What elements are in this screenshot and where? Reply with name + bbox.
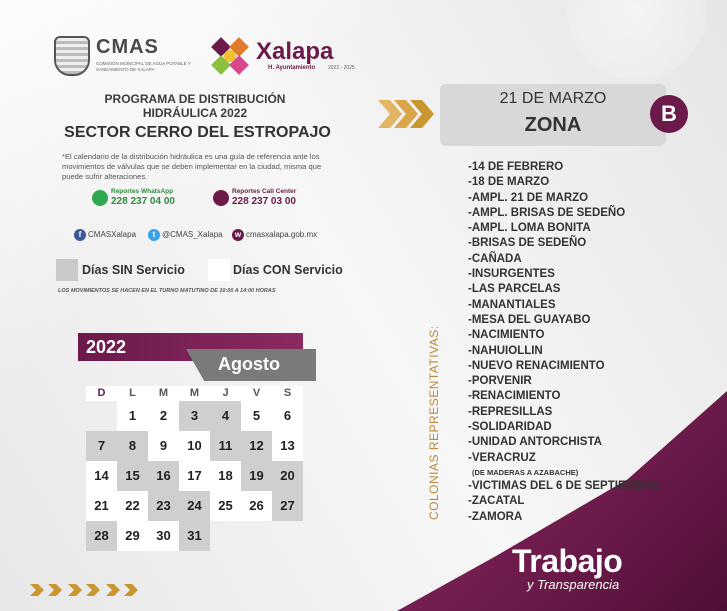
calendar-day-sin: 4 (210, 401, 241, 431)
colonia-item: -MANANTIALES (468, 298, 556, 311)
colonia-item: -RENACIMIENTO (468, 390, 561, 403)
calendar-day-sin: 27 (272, 491, 303, 521)
facebook-link[interactable] (74, 229, 136, 243)
program-title: PROGRAMA DE DISTRIBUCIÓN HIDRÁULICA 2022 (104, 92, 286, 120)
facebook-handle: CMASXalapa (88, 230, 137, 240)
calendar-day-con: 26 (241, 491, 272, 521)
weekday-header: M (179, 386, 210, 401)
whatsapp-label: Reportes WhatsApp (111, 188, 174, 195)
colonia-item: -NACIMIENTO (468, 329, 545, 342)
calendar-day-con: 30 (148, 521, 179, 551)
calendar-day-sin: 11 (210, 431, 241, 461)
calendar-day-sin: 7 (86, 431, 117, 461)
zone-label: ZONA (524, 114, 582, 136)
calendar-day-con: 22 (117, 491, 148, 521)
calendar-weekday-row (86, 386, 303, 401)
calendar-day-con: 5 (241, 401, 272, 431)
callcenter-number[interactable]: 228 237 03 00 (232, 196, 296, 207)
legend-sin-servicio: Días SIN Servicio (82, 263, 185, 277)
colonia-item: (DE MADERAS A AZABACHE) (472, 467, 579, 477)
calendar-day-sin: 15 (117, 461, 148, 491)
xalapa-subtitle: H. Ayuntamiento (268, 65, 316, 71)
colonia-item: -ZAMORA (468, 510, 523, 523)
twitter-icon: t (148, 229, 160, 241)
calendar-day-sin: 3 (179, 401, 210, 431)
calendar-week-row (86, 431, 303, 461)
calendar-day-sin: 24 (179, 491, 210, 521)
calendar-day-sin: 23 (148, 491, 179, 521)
calendar-day-sin: 20 (272, 461, 303, 491)
colonia-item: -LAS PARCELAS (468, 283, 561, 296)
calendar-day-sin: 28 (86, 521, 117, 551)
calendar-week-row (86, 401, 303, 431)
legend-swatch-sin-servicio (56, 259, 78, 281)
calendar-year: 2022 (86, 337, 127, 357)
calendar-day-con: 2 (148, 401, 179, 431)
calendar-day-con: 10 (179, 431, 210, 461)
callcenter-label: Reportes Call Center (232, 188, 297, 195)
website-link[interactable] (232, 229, 317, 243)
legend-swatch-con-servicio (208, 259, 230, 281)
cmas-logo (54, 36, 204, 82)
calendar-empty-cell (86, 401, 117, 431)
colonia-item: -AMPL. 21 DE MARZO (468, 191, 589, 204)
colonia-item: -14 DE FEBRERO (468, 161, 564, 173)
calendar-day-sin: 19 (241, 461, 272, 491)
xalapa-years: 2022 - 2025 (328, 65, 355, 71)
colonia-item: -AMPL. BRISAS DE SEDEÑO (468, 206, 626, 219)
calendar-day-con: 18 (210, 461, 241, 491)
slogan-main: Trabajo (512, 543, 623, 579)
calendar-day-con: 14 (86, 461, 117, 491)
calendar-day-con: 13 (272, 431, 303, 461)
weekday-header: D (86, 386, 117, 401)
calendar-month: Agosto (218, 354, 280, 374)
colonia-item: -ZACATAL (468, 495, 525, 508)
calendar-day-con: 9 (148, 431, 179, 461)
colonia-item: -SOLIDARIDAD (468, 421, 552, 434)
calendar-week-row (86, 521, 303, 551)
calendar-day-sin: 16 (148, 461, 179, 491)
weekday-header: M (148, 386, 179, 401)
calendar-day-sin: 8 (117, 431, 148, 461)
calendar-day-con: 17 (179, 461, 210, 491)
calendar-day-con: 6 (272, 401, 303, 431)
zone-date: 21 DE MARZO (499, 90, 607, 107)
colonia-item: -INSURGENTES (468, 268, 555, 281)
disclaimer-note: *El calendario de la distribución hidráulica es una guía de referencia ante los movimientos de válvulas que se deben implementar en la ciudad, misma que puede sufrir alteraciones. (62, 152, 322, 181)
cmas-subtitle: COMISIÓN MUNICIPAL DE AGUA POTABLE Y SANEAMIENTO DE XALAPA (96, 61, 191, 72)
colonia-item: -VICTIMAS DEL 6 DE SEPTIEMBRE (468, 479, 660, 492)
web-icon: w (232, 229, 244, 241)
calendar-week-row (86, 461, 303, 491)
colonia-item: -NUEVO RENACIMIENTO (468, 359, 605, 372)
whatsapp-icon (92, 190, 108, 206)
twitter-link[interactable] (148, 229, 223, 243)
calendar-day-con: 21 (86, 491, 117, 521)
cmas-name: CMAS (96, 36, 159, 58)
colonia-item: -MESA DEL GUAYABO (468, 313, 591, 326)
phone-icon (213, 190, 229, 206)
calendar-day-con: 1 (117, 401, 148, 431)
calendar-day-con: 29 (117, 521, 148, 551)
colonia-item: -CAÑADA (468, 252, 522, 265)
sector-title: SECTOR CERRO DEL ESTROPAJO (64, 124, 331, 141)
website-url: cmasxalapa.gob.mx (246, 230, 318, 240)
xalapa-logo (210, 36, 355, 82)
weekday-header: S (272, 386, 303, 401)
movements-note: LOS MOVIMIENTOS SE HACEN EN EL TURNO MATUTINO DE 10:00 A 14:00 HORAS (58, 288, 276, 294)
cmas-seal-icon (54, 36, 90, 76)
zone-letter-badge: B (650, 95, 688, 133)
colonia-item: -UNIDAD ANTORCHISTA (468, 436, 602, 449)
colonias-heading: COLONIAS REPRESENTATIVAS: (427, 325, 441, 520)
colonia-item: -REPRESILLAS (468, 405, 553, 418)
twitter-handle: @CMAS_Xalapa (162, 230, 223, 240)
legend-con-servicio: Días CON Servicio (233, 263, 343, 277)
colonia-item: -VERACRUZ (468, 451, 536, 464)
calendar-day-sin: 12 (241, 431, 272, 461)
colonia-item: -AMPL. LOMA BONITA (468, 222, 591, 235)
footer-pattern-logo (30, 582, 140, 598)
xalapa-name: Xalapa (256, 38, 334, 65)
chevrons-right-icon (378, 96, 434, 132)
colonia-item: -BRISAS DE SEDEÑO (468, 237, 587, 250)
xalapa-emblem-icon (210, 36, 250, 76)
weekday-header: L (117, 386, 148, 401)
background-highlight (567, 0, 707, 80)
colonia-item: -18 DE MARZO (468, 176, 550, 189)
calendar-grid (86, 386, 303, 551)
slogan-sub: y Transparencia (527, 577, 620, 592)
calendar-day-con: 25 (210, 491, 241, 521)
calendar-week-row (86, 491, 303, 521)
colonias-list (468, 160, 688, 525)
weekday-header: V (241, 386, 272, 401)
calendar-day-sin: 31 (179, 521, 210, 551)
weekday-header: J (210, 386, 241, 401)
facebook-icon: f (74, 229, 86, 241)
colonia-item: -NAHUIOLLIN (468, 344, 543, 357)
whatsapp-number[interactable]: 228 237 04 00 (111, 196, 175, 207)
colonia-item: -PORVENIR (468, 375, 532, 388)
